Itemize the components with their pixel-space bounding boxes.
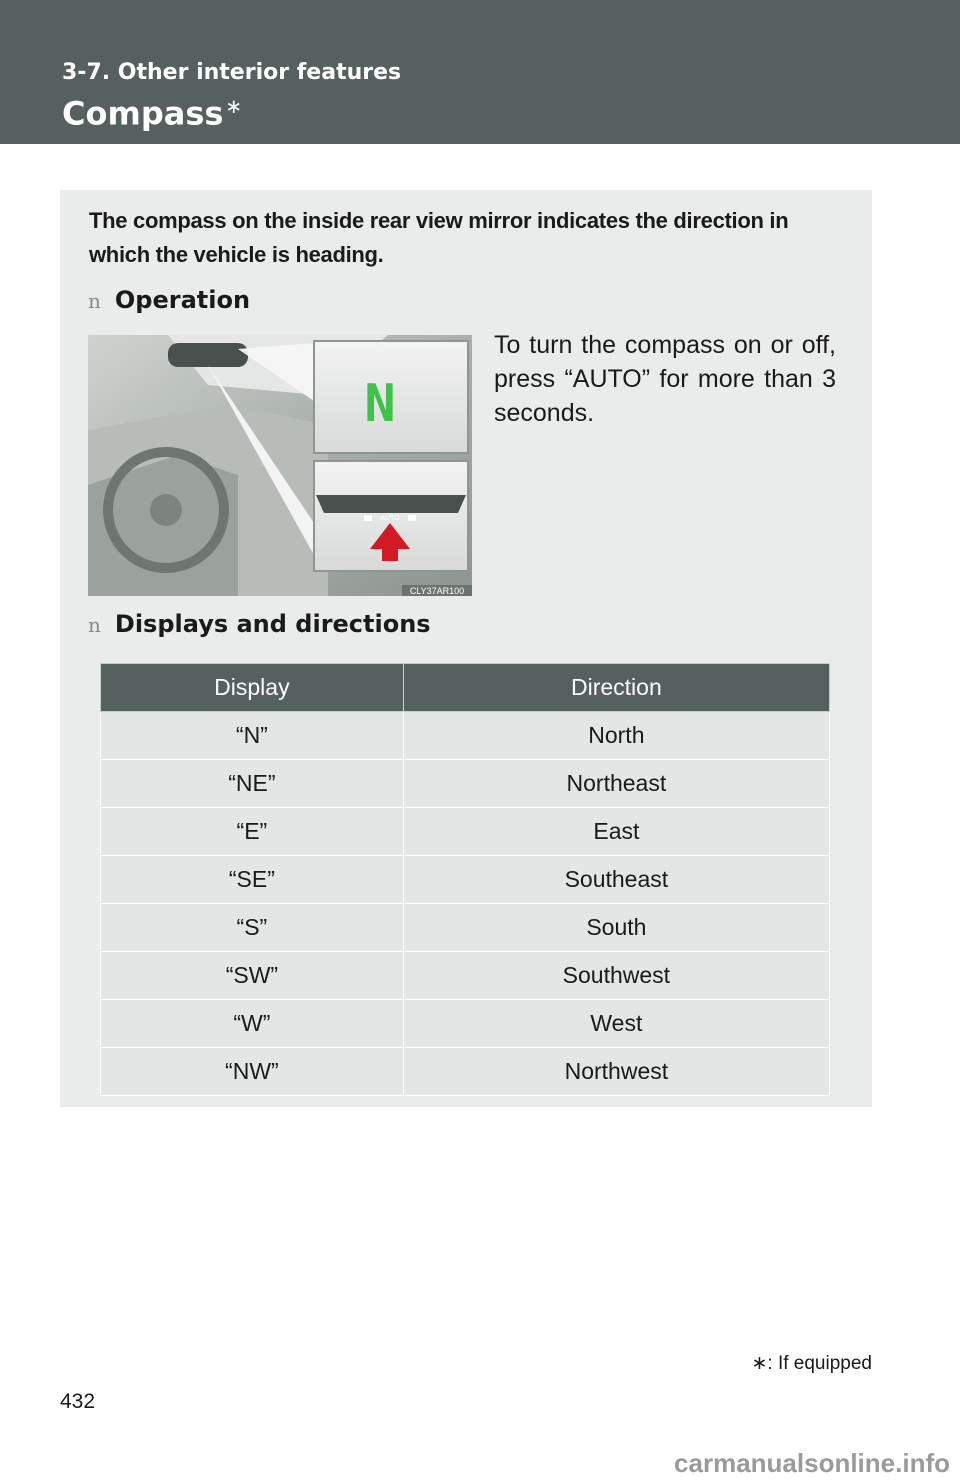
display-cell: “S” (101, 904, 404, 952)
display-cell: “NE” (101, 760, 404, 808)
bullet-icon: n (88, 613, 101, 637)
table-row (101, 904, 830, 952)
table-row (101, 712, 830, 760)
directions-table (100, 663, 830, 1096)
watermark: carmanualsonline.info (674, 1448, 950, 1478)
column-header-direction: Direction (403, 664, 829, 712)
display-cell: “SE” (101, 856, 404, 904)
display-cell: “NW” (101, 1048, 404, 1096)
display-cell: “N” (101, 712, 404, 760)
display-cell: “SW” (101, 952, 404, 1000)
displays-heading-text: Displays and directions (114, 610, 431, 638)
compass-display-letter: N (364, 374, 396, 434)
table-row (101, 808, 830, 856)
compass-illustration (88, 335, 472, 596)
table-row (101, 952, 830, 1000)
content-panel (60, 190, 872, 1107)
bullet-icon: n (88, 289, 101, 313)
display-cell: “W” (101, 1000, 404, 1048)
footnote: ∗: If equipped (751, 1353, 872, 1374)
direction-cell: North (403, 712, 829, 760)
table-row (101, 1000, 830, 1048)
direction-cell: West (403, 1000, 829, 1048)
display-cell: “E” (101, 808, 404, 856)
direction-cell: East (403, 808, 829, 856)
direction-cell: Southeast (403, 856, 829, 904)
asterisk-icon: ∗ (225, 94, 243, 118)
direction-cell: Northwest (403, 1048, 829, 1096)
page-number: 432 (60, 1390, 96, 1413)
table-header-row (101, 664, 830, 712)
table-row (101, 760, 830, 808)
page-title-text: Compass (62, 94, 224, 133)
operation-heading-text: Operation (114, 286, 251, 314)
table-row (101, 856, 830, 904)
page-title (62, 94, 242, 133)
intro-text: The compass on the inside rear view mirror indicates the direction in which the vehicle is heading. (89, 208, 789, 267)
direction-cell: South (403, 904, 829, 952)
page-header (0, 0, 960, 144)
figure-code: CLY37AR100 (409, 586, 465, 596)
section-label: 3-7. Other interior features (62, 60, 402, 85)
operation-text: To turn the compass on or off, press “AUTO” for more than 3 seconds. (494, 331, 836, 427)
direction-cell: Northeast (403, 760, 829, 808)
displays-heading (88, 610, 431, 638)
direction-cell: Southwest (403, 952, 829, 1000)
auto-button-label: AUTO (380, 515, 400, 522)
operation-heading (88, 286, 250, 314)
table-row (101, 1048, 830, 1096)
column-header-display: Display (101, 664, 404, 712)
